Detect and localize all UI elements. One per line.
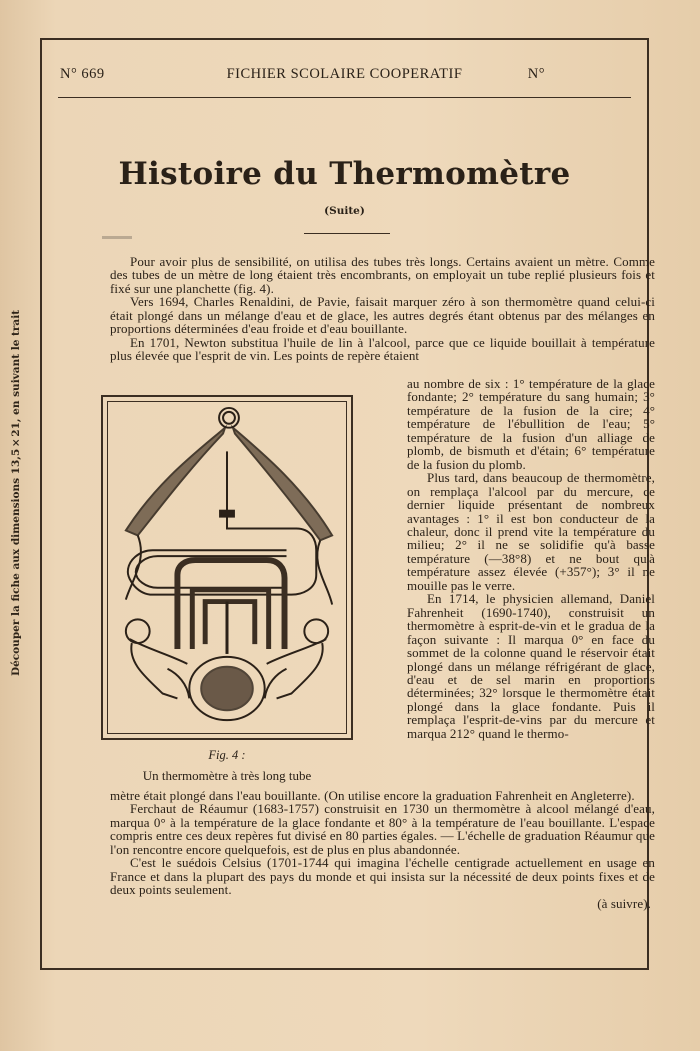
figure-caption: Un thermomètre à très long tube [142,768,312,783]
text-block-bottom [110,789,655,910]
secondary-number: N° [527,66,545,82]
school-card [40,38,655,970]
paragraph-5: En 1714, le physicien allemand, Daniel Fahrenheit (1690-1740), construisit un thermomètre à esprit-de-vin et le gradua de la façon suivante : Il marqua 0° en face du sommet de la colonne quand le réservoir était plongé dans un mélange réfrigérant de glace, d'eau et de sel marin en proportions déterminées; 32° lorsque le thermomètre était plongé dans la glace fondante. Puis il remplaça l'esprit-de-vins par du mercure et marqua 212° quand le thermo- [407,591,655,741]
text-block-right [407,377,655,740]
figure-inner-frame [107,401,347,734]
page-title: Histoire du Thermomètre [118,156,571,192]
title-divider [304,233,390,234]
figure-frame [101,395,353,740]
page-subtitle: (Suite) [324,205,365,217]
paragraph-2: Vers 1694, Charles Renaldini, de Pavie, faisait marquer zéro à son thermomètre quand celui-ci était plongé dans un mélange d'eau et de glace, les autres degrés étant obtenus par des mélanges en proportions déterminées d'eau froide et d'eau bouillante. [110,294,655,337]
margin-cut-note: Découper la fiche aux dimensions 13,5×21, en suivant le trait [10,309,22,676]
to-be-continued: (à suivre). [597,895,651,911]
paragraph-5-continued: mètre était plongé dans l'eau bouillante. (On utilise encore la graduation Fahrenheit en Angleterre). [110,788,635,803]
paragraph-1: Pour avoir plus de sensibilité, on utilisa des tubes très longs. Certains avaient un mètre. Comme des tubes de un mètre de long étaient très encombrants, on employait un tube replié plusieurs fois et fixé sur une planchette (fig. 4). [110,254,655,296]
paragraph-6: Ferchaut de Réaumur (1683-1757) construisit en 1730 un thermomètre à alcool mélangé d'eau, marqua 0° à la température de la glace fondante et 80° à la température de l'eau bouillante. L'espace compris entre ces deux repères fut divisé en 80 parties égales. — L'échelle de graduation Réaumur que l'on rencontre encore quelquefois, est de plus en plus abandonnée. [110,801,655,857]
text-block-top [110,255,655,363]
thermometer-illustration-icon [108,402,346,733]
figure-label: Fig. 4 : [208,748,246,762]
card-number: N° 669 [60,66,105,82]
card-header [58,60,631,90]
series-title: FICHIER SCOLAIRE COOPERATIF [226,66,463,82]
ink-smudge [102,236,132,239]
paragraph-3: En 1701, Newton substitua l'huile de lin à l'alcool, parce que ce liquide bouillait à température plus élevée que l'esprit de vin. Les points de repère étaient [110,334,655,364]
paragraph-4: Plus tard, dans beaucoup de thermomètre, on remplaça l'alcool par du mercure, ce dernier liquide présentant de nombreux avantages : 1° il est bon conducteur de la chaleur, donc il prend vite la température du milieu; 2° il ne se solidifie qu'à basse température (—38°8) et ne bout qu'à température assez élevée (+357°); 3° il ne mouille pas le verre. [407,470,655,593]
header-rule [58,97,631,98]
paragraph-3-continued: au nombre de six : 1° température de la glace fondante; 2° température du sang humain; 3° température de la fusion de la cire; 4° température de l'ébullition de l'eau; 5° température de la fusion d'un alliage de plomb, de bismuth et d'étain; 6° température de la fusion du plomb. [407,376,655,472]
paragraph-7: C'est le suédois Celsius (1701-1744 qui imagina l'échelle centigrade actuellement en usage en France et dans la plupart des pays du monde et qui insista sur la nécessité de deux points fixes et de deux points seulement. [110,855,655,898]
